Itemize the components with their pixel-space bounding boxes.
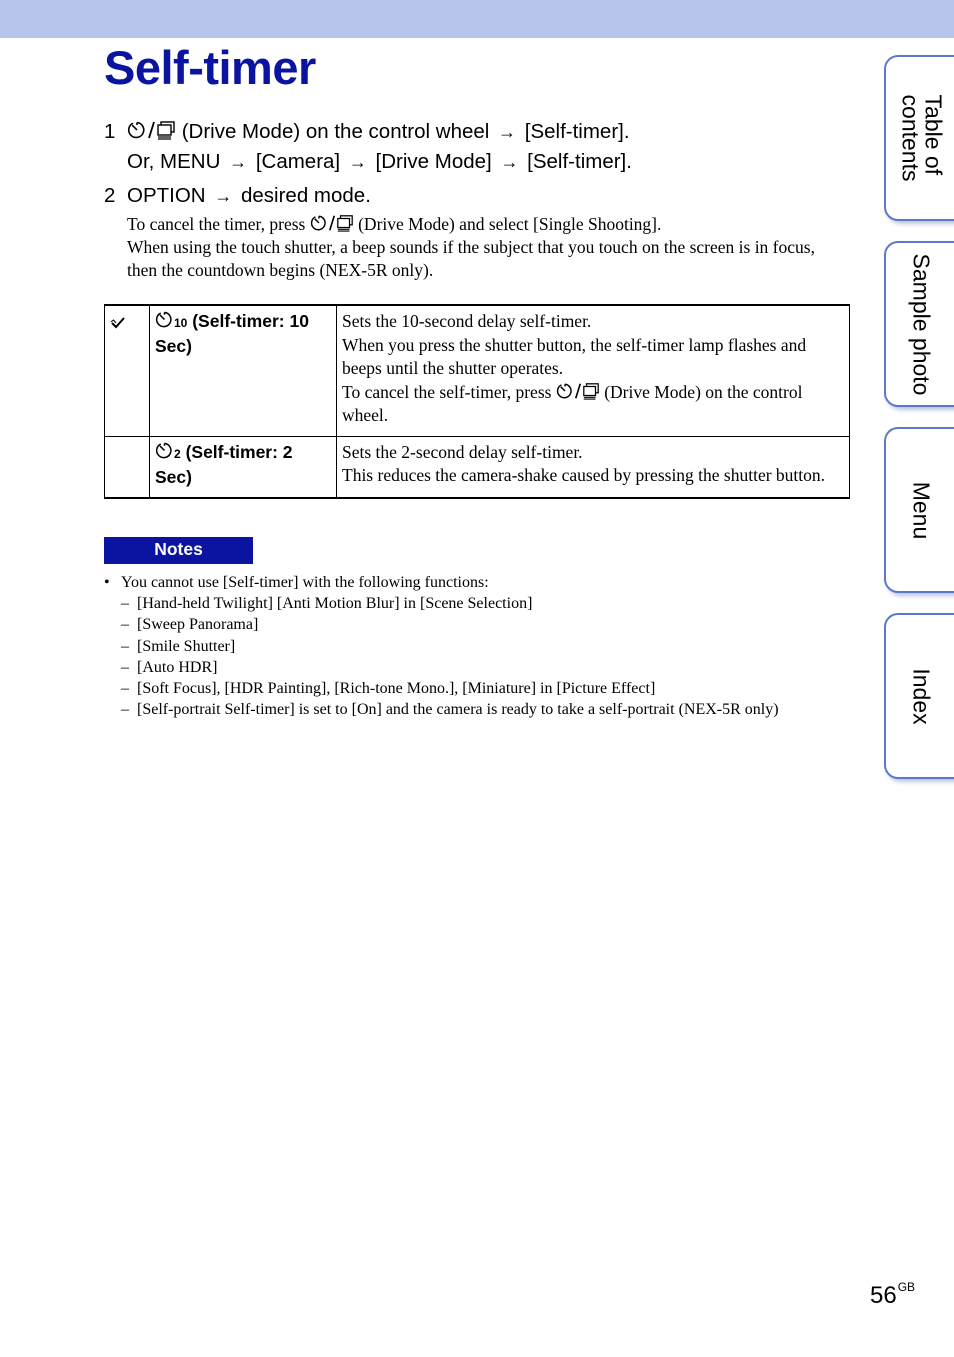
arrow-icon: → bbox=[348, 152, 367, 172]
page-number bbox=[870, 1280, 915, 1310]
arrow-icon: → bbox=[229, 152, 248, 172]
drive-mode-icon bbox=[336, 214, 354, 234]
list-item: – [Hand-held Twilight] [Anti Motion Blur] in [Scene Selection] bbox=[104, 593, 864, 614]
mode-description: Sets the 2-second delay self-timer. bbox=[342, 441, 583, 462]
mode-name-cell bbox=[150, 436, 337, 498]
page-number-suffix: GB bbox=[897, 1280, 916, 1294]
step-number: 1 bbox=[104, 120, 116, 143]
menu-path-part: [Self-timer]. bbox=[527, 150, 632, 173]
step-1-line-1 bbox=[127, 117, 632, 147]
icon-subscript: 10 bbox=[174, 316, 188, 330]
notes-bullet: • You cannot use [Self-timer] with the following functions: bbox=[104, 572, 864, 593]
mode-name: (Self-timer: 10 Sec) bbox=[155, 311, 309, 356]
arrow-icon: → bbox=[214, 186, 233, 206]
mode-description-cell bbox=[337, 305, 850, 436]
mode-cancel-note bbox=[342, 381, 844, 428]
intro-paragraph bbox=[127, 213, 847, 282]
step-1 bbox=[104, 117, 632, 177]
menu-path-part: [Drive Mode] bbox=[375, 150, 492, 173]
drive-mode-icon bbox=[156, 120, 176, 143]
tab-label: Table of contents bbox=[897, 94, 947, 182]
drive-mode-icon bbox=[582, 382, 600, 402]
mode-name: (Self-timer: 2 Sec) bbox=[155, 441, 293, 487]
page-title: Self-timer bbox=[104, 41, 316, 94]
cancel-note bbox=[127, 213, 847, 236]
cancel-text: To cancel the self-timer, press bbox=[342, 381, 552, 402]
default-cell bbox=[105, 305, 150, 436]
slash-icon bbox=[147, 120, 156, 143]
arrow-icon: → bbox=[500, 152, 519, 172]
tab-table-of-contents[interactable] bbox=[884, 55, 954, 221]
default-cell bbox=[105, 436, 150, 498]
tab-label: Menu bbox=[908, 481, 935, 539]
tab-sample-photo[interactable] bbox=[884, 241, 954, 407]
step-number: 2 bbox=[104, 184, 116, 207]
list-item: – [Self-portrait Self-timer] is set to [On] and the camera is ready to take a self-portrait (NEX-5R only) bbox=[104, 699, 864, 720]
mode-description: When you press the shutter button, the self-timer lamp flashes and beeps until the shutter operates. bbox=[342, 334, 807, 378]
tab-index[interactable] bbox=[884, 613, 954, 779]
step-1-target: [Self-timer]. bbox=[524, 120, 630, 143]
tab-label: Index bbox=[908, 667, 935, 725]
touch-shutter-note: When using the touch shutter, a beep sounds if the subject that you touch on the screen is in focus, then the countdown begins (NEX-5R only). bbox=[127, 237, 815, 280]
self-timer-10-icon bbox=[155, 311, 187, 331]
mode-description-cell bbox=[337, 436, 850, 498]
top-bar bbox=[0, 0, 954, 38]
mode-description: This reduces the camera-shake caused by pressing the shutter button. bbox=[342, 465, 826, 485]
step-2 bbox=[104, 181, 371, 211]
list-item: – [Smile Shutter] bbox=[104, 636, 864, 657]
page-number-value: 56 bbox=[870, 1282, 897, 1309]
tab-menu[interactable] bbox=[884, 427, 954, 593]
list-item: – [Sweep Panorama] bbox=[104, 614, 864, 635]
list-item: – [Soft Focus], [HDR Painting], [Rich-tone Mono.], [Miniature] in [Picture Effect] bbox=[104, 678, 864, 699]
list-item: – [Auto HDR] bbox=[104, 657, 864, 678]
mode-name-cell bbox=[150, 305, 337, 436]
table-row bbox=[105, 305, 850, 436]
icon-subscript: 2 bbox=[174, 446, 181, 461]
self-timer-2-icon bbox=[155, 442, 181, 462]
step-2-text: desired mode. bbox=[241, 184, 371, 207]
notes-list bbox=[104, 572, 864, 720]
self-timer-icon bbox=[127, 120, 147, 143]
step-1-line-2 bbox=[127, 147, 632, 177]
check-icon bbox=[110, 317, 126, 334]
self-timer-modes-table bbox=[104, 304, 850, 499]
self-timer-icon bbox=[310, 214, 328, 234]
cancel-text: (Drive Mode) on the control wheel. bbox=[342, 381, 803, 425]
cancel-text: (Drive Mode) and select [Single Shooting]. bbox=[358, 214, 662, 234]
step-2-option: OPTION bbox=[127, 184, 206, 207]
self-timer-icon bbox=[556, 382, 574, 402]
step-1-text: (Drive Mode) on the control wheel bbox=[181, 120, 490, 143]
table-row bbox=[105, 436, 850, 498]
slash-icon bbox=[328, 214, 336, 234]
menu-path-part: Or, MENU bbox=[127, 150, 221, 173]
notes-badge: Notes bbox=[104, 537, 253, 564]
arrow-icon: → bbox=[498, 122, 517, 142]
tab-label: Sample photo bbox=[908, 253, 935, 395]
cancel-text: To cancel the timer, press bbox=[127, 214, 306, 234]
mode-description: Sets the 10-second delay self-timer. bbox=[342, 311, 592, 331]
slash-icon bbox=[574, 382, 582, 402]
menu-path-part: [Camera] bbox=[255, 150, 341, 173]
